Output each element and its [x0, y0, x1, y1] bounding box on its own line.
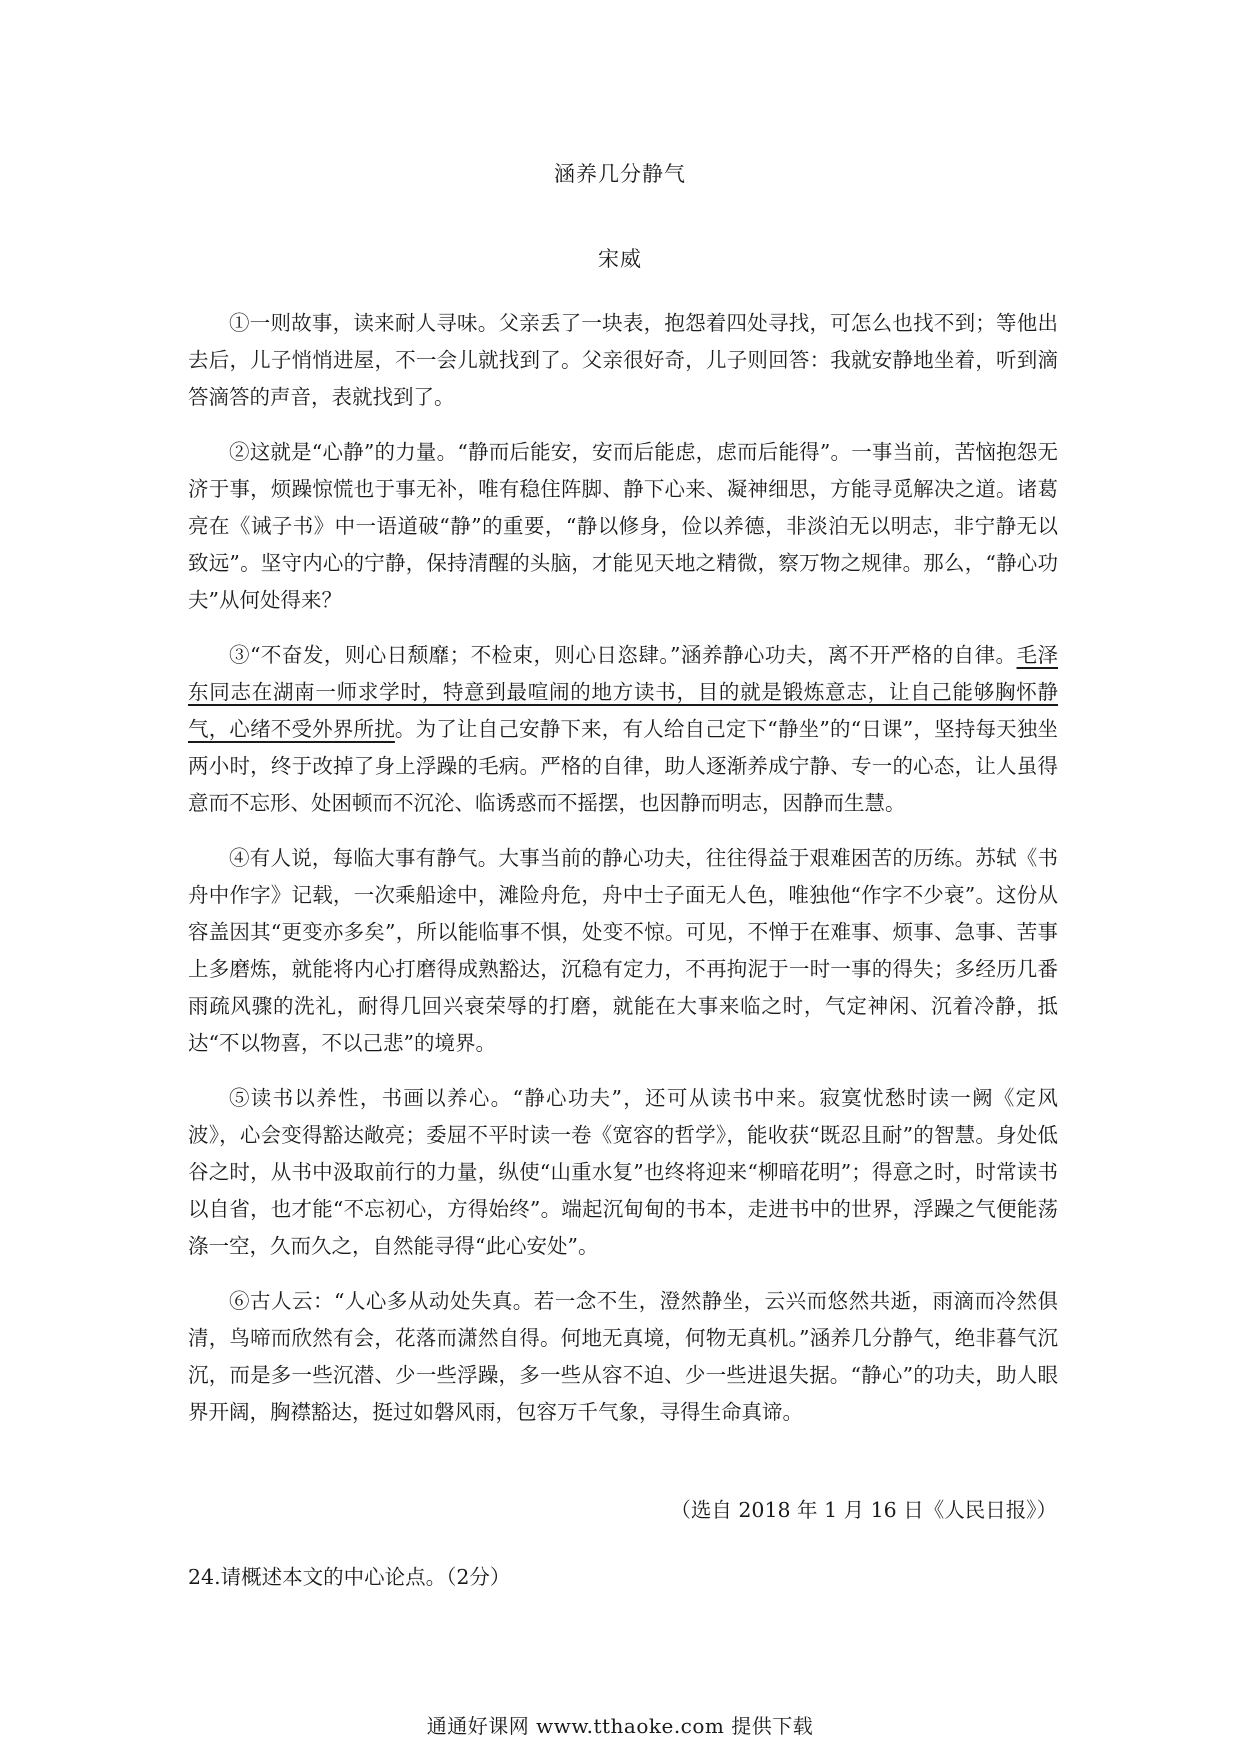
paragraph-4: ④有人说，每临大事有静气。大事当前的静心功夫，往往得益于艰难困苦的历练。苏轼《书舟中作字》记载，一次乘船途中，滩险舟危，舟中士子面无人色，唯独他“作字不少衰”。这份从容盖因其“更变亦多矣”，所以能临事不惧，处变不惊。可见，不惮于在难事、烦事、急事、苦事上多磨炼，就能将内心打磨得成熟豁达，沉稳有定力，不再拘泥于一时一事的得失；多经历几番雨疏风骤的洗礼，耐得几回兴衰荣辱的打磨，就能在大事来临之时，气定神闲、沉着冷静，抵达“不以物喜，不以己悲”的境界。: [188, 846, 1058, 1055]
paragraph-3: [188, 637, 1058, 822]
paragraph-3-rest: 。为了让自己安静下来，有人给自己定下“静坐”的“日课”，坚持每天独坐两小时，终于改掉了身上浮躁的毛病。严格的自律，助人逐渐养成宁静、专一的心态，让人虽得意而不忘形、处困顿而不沉沦、临诱惑而不摇摆，也因静而明志，因静而生慧。: [188, 717, 1059, 815]
article-author: 宋威: [598, 247, 642, 271]
paragraph-6: ⑥古人云：“人心多从动处失真。若一念不生，澄然静坐，云兴而悠然共逝，雨滴而冷然俱清，鸟啼而欣然有会，花落而潇然自得。何地无真境，何物无真机。”涵养几分静气，绝非暮气沉沉，而是多一些沉潜、少一些浮躁，多一些从容不迫、少一些进退失据。“静心”的功夫，助人眼界开阔，胸襟豁达，挺过如磐风雨，包容万千气象，寻得生命真谛。: [188, 1289, 1058, 1424]
underlined-sentence: 毛泽东同志在湖南一师求学时，特意到最喧闹的地方读书，目的就是锻炼意志，让自己能够胸怀静气，心绪不受外界所扰: [188, 643, 1059, 741]
paragraph-1: ①一则故事，读来耐人寻味。父亲丢了一块表，抱怨着四处寻找，可怎么也找不到；等他出去后，儿子悄悄进屋，不一会儿就找到了。父亲很好奇，儿子则回答：我就安静地坐着，听到滴答滴答的声音，表就找到了。: [188, 311, 1058, 409]
paragraph-3-intro: ③“不奋发，则心日颓靡；不检束，则心日恣肆。”涵养静心功夫，离不开严格的自律。: [229, 643, 1017, 667]
article-body: [188, 305, 1058, 1449]
paragraph-2: ②这就是“心静”的力量。“静而后能安，安而后能虑，虑而后能得”。一事当前，苦恼抱怨无济于事，烦躁惊慌也于事无补，唯有稳住阵脚、静下心来、凝神细思，方能寻觅解决之道。诸葛亮在《诫子书》中一语道破“静”的重要，“静以修身，俭以养德，非淡泊无以明志，非宁静无以致远”。坚守内心的宁静，保持清醒的头脑，才能见天地之精微，察万物之规律。那么，“静心功夫”从何处得来？: [188, 440, 1058, 612]
paragraph-5: ⑤读书以养性，书画以养心。“静心功夫”，还可从读书中来。寂寞忧愁时读一阙《定风波》，心会变得豁达敞亮；委屈不平时读一卷《宽容的哲学》，能收获“既忍且耐”的智慧。身处低谷之时，从书中汲取前行的力量，纵使“山重水复”也终将迎来“柳暗花明”；得意之时，时常读书以自省，也才能“不忘初心，方得始终”。端起沉甸甸的书本，走进书中的世界，浮躁之气便能荡涤一空，久而久之，自然能寻得“此心安处”。: [188, 1086, 1058, 1258]
article-source: （选自 2018 年 1 月 16 日《人民日报》）: [670, 1498, 1057, 1522]
footer-credit: 通通好课网 www.tthaoke.com 提供下载: [426, 1714, 814, 1738]
article-title: 涵养几分静气: [554, 162, 686, 186]
question-24: 24.请概述本文的中心论点。（2分）: [188, 1565, 511, 1589]
